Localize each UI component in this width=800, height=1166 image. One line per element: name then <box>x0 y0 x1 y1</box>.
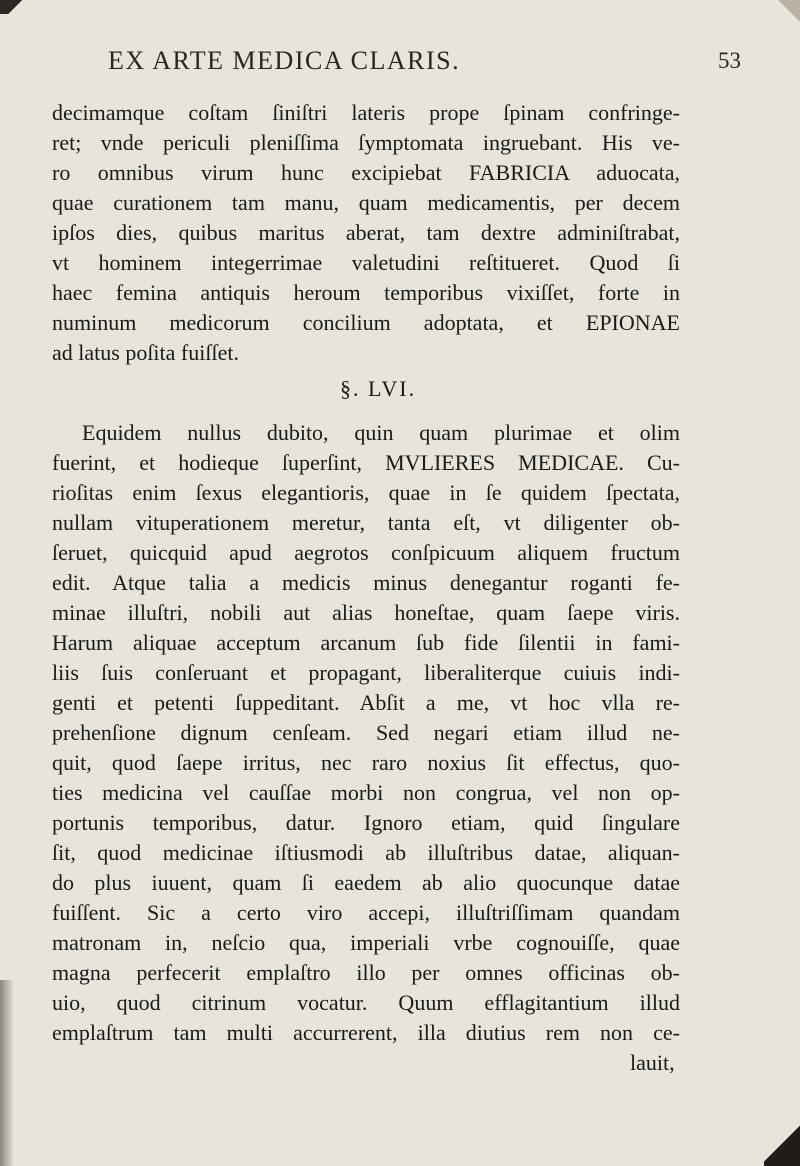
text-line: edit. Atque talia a medicis minus denegantur roganti fe- <box>52 570 680 595</box>
text-line: vt hominem integerrimae valetudini reſtitueret. Quod ſi <box>52 250 680 275</box>
catchword: lauit, <box>630 1050 675 1075</box>
binding-shadow <box>0 980 14 1166</box>
text-line: liis ſuis conſeruant et propagant, liberaliterque cuiuis indi- <box>52 660 680 685</box>
section-heading: §. LVI. <box>340 376 417 401</box>
text-line: decimamque coſtam ſiniſtri lateris prope ſpinam confringe- <box>52 100 680 125</box>
text-line: ad latus poſita fuiſſet. <box>52 340 239 365</box>
running-title: EX ARTE MEDICA CLARIS. <box>108 46 461 75</box>
text-line: quae curationem tam manu, quam medicamentis, per decem <box>52 190 680 215</box>
torn-corner-top-left <box>0 0 26 14</box>
torn-corner-top-right <box>774 0 800 22</box>
text-line: minae illuſtri, nobili aut alias honeſtae, quam ſaepe viris. <box>52 600 680 625</box>
text-line: numinum medicorum concilium adoptata, et EPIONAE <box>52 310 680 335</box>
text-line: do plus iuuent, quam ſi eaedem ab alio quocunque datae <box>52 870 680 895</box>
text-line: ſit, quod medicinae iſtiusmodi ab illuſtribus datae, aliquan- <box>52 840 680 865</box>
text-line: Harum aliquae acceptum arcanum ſub fide ſilentii in fami- <box>52 630 680 655</box>
text-line: ſeruet, quicquid apud aegrotos conſpicuum aliquem fructum <box>52 540 680 565</box>
text-line: nullam vituperationem meretur, tanta eſt, vt diligenter ob- <box>52 510 680 535</box>
text-line: ro omnibus virum hunc excipiebat FABRICIA aduocata, <box>52 160 680 185</box>
text-line: fuerint, et hodieque ſuperſint, MVLIERES MEDICAE. Cu- <box>52 450 680 475</box>
dark-corner-bottom-right <box>764 1122 800 1166</box>
text-line: matronam in, neſcio qua, imperiali vrbe cognouiſſe, quae <box>52 930 680 955</box>
text-line: ipſos dies, quibus maritus aberat, tam dextre adminiſtrabat, <box>52 220 680 245</box>
text-line: fuiſſent. Sic a certo viro accepi, illuſtriſſimam quandam <box>52 900 680 925</box>
text-line: haec femina antiquis heroum temporibus vixiſſet, forte in <box>52 280 680 305</box>
text-line: magna perfecerit emplaſtro illo per omnes officinas ob- <box>52 960 680 985</box>
text-line: emplaſtrum tam multi accurrerent, illa diutius rem non ce- <box>52 1020 680 1045</box>
text-line: rioſitas enim ſexus elegantioris, quae in ſe quidem ſpectata, <box>52 480 680 505</box>
text-line: ties medicina vel cauſſae morbi non congrua, vel non op- <box>52 780 680 805</box>
text-line: uio, quod citrinum vocatur. Quum efflagitantium illud <box>52 990 680 1015</box>
text-line: quit, quod ſaepe irritus, nec raro noxius ſit effectus, quo- <box>52 750 680 775</box>
page-number: 53 <box>718 48 741 73</box>
text-line: Equidem nullus dubito, quin quam plurimae et olim <box>82 420 680 445</box>
text-line: ret; vnde periculi pleniſſima ſymptomata ingruebant. His ve- <box>52 130 680 155</box>
text-line: genti et petenti ſuppeditant. Abſit a me, vt hoc vlla re- <box>52 690 680 715</box>
text-line: prehenſione dignum cenſeam. Sed negari etiam illud ne- <box>52 720 680 745</box>
text-line: portunis temporibus, datur. Ignoro etiam, quid ſingulare <box>52 810 680 835</box>
